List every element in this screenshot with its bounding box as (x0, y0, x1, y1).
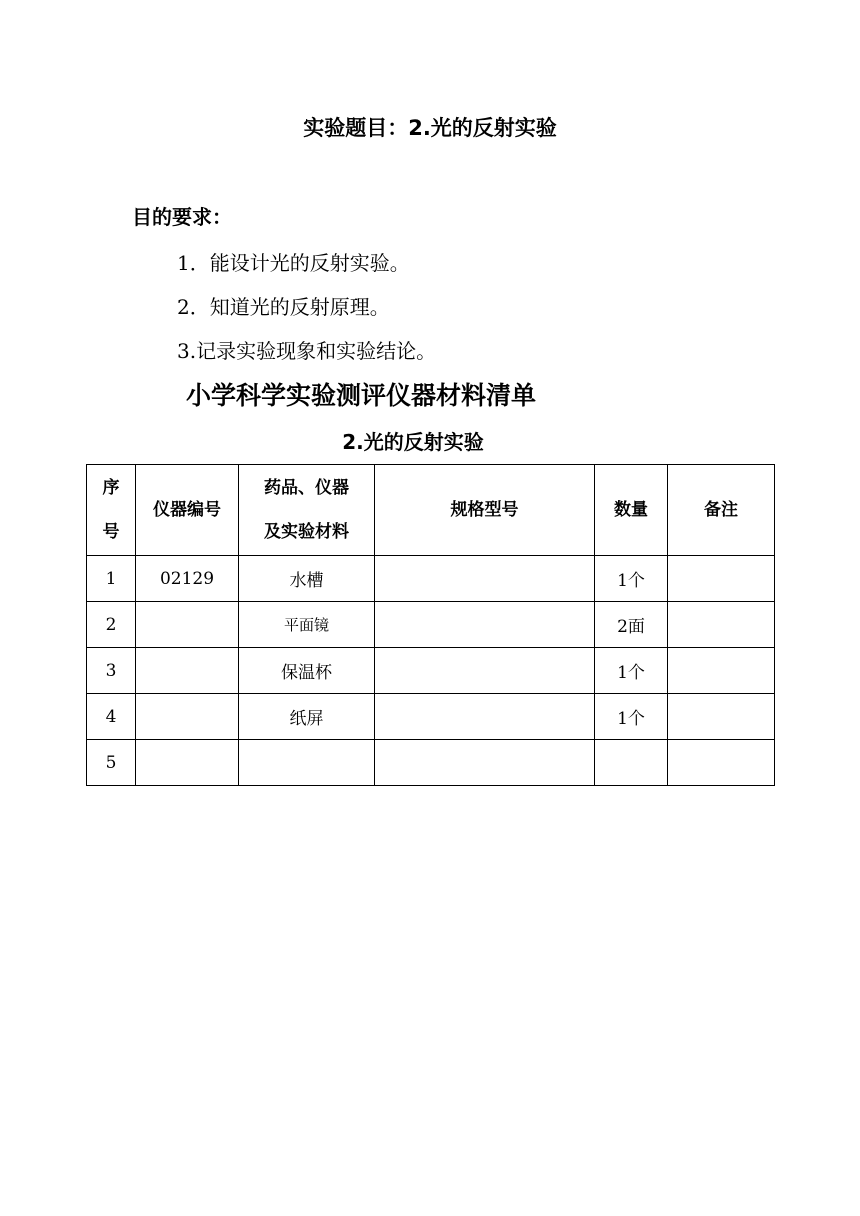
experiment-title: 实验题目：2.光的反射实验 (303, 116, 557, 140)
header-seq-line2: 号 (102, 522, 120, 542)
cell-spec (375, 602, 595, 648)
cell-code: 02129 (136, 556, 239, 602)
cell-spec (375, 694, 595, 740)
header-material-line1: 药品、仪器 (264, 478, 349, 498)
table-row (87, 740, 775, 786)
cell-seq: 4 (87, 694, 136, 740)
header-quantity: 数量 (595, 465, 668, 556)
cell-spec (375, 648, 595, 694)
cell-quantity: 1个 (595, 556, 668, 602)
header-material-line2: 及实验材料 (264, 522, 349, 542)
header-notes: 备注 (668, 465, 775, 556)
cell-spec (375, 556, 595, 602)
header-seq (87, 465, 136, 556)
cell-seq: 3 (87, 648, 136, 694)
header-code: 仪器编号 (136, 465, 239, 556)
cell-code (136, 648, 239, 694)
header-spec: 规格型号 (375, 465, 595, 556)
table-row (87, 694, 775, 740)
requirements-list (177, 248, 436, 380)
cell-notes (668, 694, 775, 740)
cell-quantity: 1个 (595, 694, 668, 740)
cell-notes (668, 602, 775, 648)
cell-material (239, 740, 375, 786)
cell-spec (375, 740, 595, 786)
cell-quantity: 1个 (595, 648, 668, 694)
cell-code (136, 602, 239, 648)
requirement-item: 3.记录实验现象和实验结论。 (177, 339, 437, 363)
table-row (87, 602, 775, 648)
cell-seq: 2 (87, 602, 136, 648)
table-header-row (87, 465, 775, 556)
header-seq-line1: 序 (102, 478, 120, 498)
cell-seq: 1 (87, 556, 136, 602)
cell-material: 水槽 (239, 556, 375, 602)
cell-quantity: 2面 (595, 602, 668, 648)
requirements-heading: 目的要求： (132, 205, 232, 229)
cell-material: 平面镜 (239, 602, 375, 648)
materials-list-title: 小学科学实验测评仪器材料清单 (186, 381, 537, 410)
cell-code (136, 740, 239, 786)
cell-seq: 5 (87, 740, 136, 786)
table-row (87, 556, 775, 602)
cell-material: 保温杯 (239, 648, 375, 694)
materials-list-subtitle: 2.光的反射实验 (342, 430, 484, 454)
table-row (87, 648, 775, 694)
cell-notes (668, 556, 775, 602)
cell-material: 纸屏 (239, 694, 375, 740)
requirement-item: 2．知道光的反射原理。 (177, 295, 390, 319)
cell-code (136, 694, 239, 740)
cell-quantity (595, 740, 668, 786)
cell-notes (668, 740, 775, 786)
materials-table (86, 464, 775, 786)
cell-notes (668, 648, 775, 694)
header-material (239, 465, 375, 556)
requirement-item: 1．能设计光的反射实验。 (177, 251, 410, 275)
